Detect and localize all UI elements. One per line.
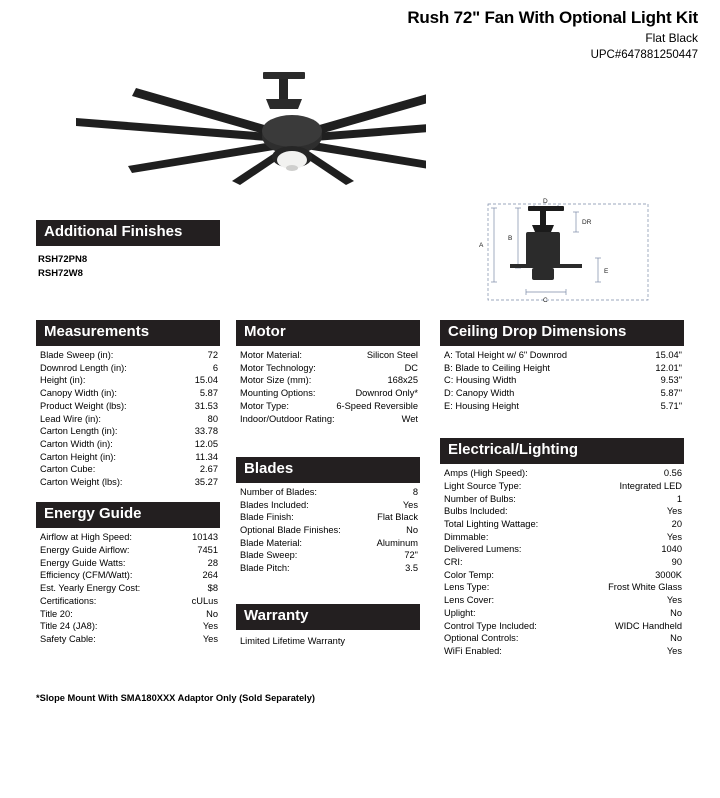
table-row: Lens Type: Frost White Glass <box>444 582 682 593</box>
diagram-label-b: B <box>508 235 513 242</box>
table-row: Color Temp: 3000K <box>444 569 682 580</box>
product-header <box>407 8 698 61</box>
ceiling-drop-heading: Ceiling Drop Dimensions <box>440 320 684 346</box>
table-row: Blade Finish: Flat Black <box>240 512 418 523</box>
table-row: Bulbs Included: Yes <box>444 506 682 517</box>
additional-finishes-section <box>36 220 220 282</box>
warranty-section <box>236 604 420 646</box>
diagram-label-e: E <box>604 268 609 275</box>
additional-finishes-list <box>36 253 220 282</box>
column-middle <box>236 320 420 660</box>
table-row: Energy Guide Watts: 28 <box>40 557 218 568</box>
table-row: B: Blade to Ceiling Height 12.01" <box>444 362 682 373</box>
table-row: Est. Yearly Energy Cost: $8 <box>40 583 218 594</box>
energy-guide-heading: Energy Guide <box>36 502 220 528</box>
electrical-table <box>440 467 684 657</box>
table-row: Dimmable: Yes <box>444 531 682 542</box>
blades-table <box>236 486 420 575</box>
table-row: Blades Included: Yes <box>240 499 418 510</box>
table-row: Carton Width (in): 12.05 <box>40 438 218 449</box>
measurements-table <box>36 349 220 489</box>
list-item: RSH72W8 <box>38 268 83 280</box>
diagram-label-dr: DR <box>582 219 592 226</box>
warranty-text: Limited Lifetime Warranty <box>240 636 346 647</box>
table-row: D: Canopy Width 5.87" <box>444 388 682 399</box>
table-row: A: Total Height w/ 6" Downrod 15.04" <box>444 350 682 361</box>
ceiling-fan-product-photo <box>36 30 426 190</box>
table-row: Certifications: cULus <box>40 595 218 606</box>
blades-section <box>236 457 420 575</box>
diagram-label-d: D <box>543 198 548 205</box>
table-row: Optional Controls: No <box>444 633 682 644</box>
table-row: C: Housing Width 9.53" <box>444 375 682 386</box>
table-row: CRI: 90 <box>444 557 682 568</box>
table-row: Title 24 (JA8): Yes <box>40 621 218 632</box>
diagram-label-a: A <box>479 242 484 249</box>
energy-guide-section <box>36 502 220 645</box>
table-row: Indoor/Outdoor Rating: Wet <box>240 413 418 424</box>
table-row: Efficiency (CFM/Watt): 264 <box>40 570 218 581</box>
table-row: Title 20: No <box>40 608 218 619</box>
table-row: Blade Sweep (in): 72 <box>40 350 218 361</box>
additional-finishes-heading: Additional Finishes <box>36 220 220 246</box>
table-row: Carton Weight (lbs): 35.27 <box>40 476 218 487</box>
motor-heading: Motor <box>236 320 420 346</box>
energy-guide-table <box>36 531 220 645</box>
table-row: Mounting Options: Downrod Only* <box>240 388 418 399</box>
diagram-label-c: C <box>543 297 548 304</box>
table-row: Canopy Width (in): 5.87 <box>40 388 218 399</box>
table-row: Optional Blade Finishes: No <box>240 525 418 536</box>
dimension-diagram-svg <box>470 198 675 308</box>
motor-section <box>236 320 420 425</box>
table-row: Height (in): 15.04 <box>40 375 218 386</box>
table-row: Safety Cable: Yes <box>40 633 218 644</box>
measurements-heading: Measurements <box>36 320 220 346</box>
table-row: WiFi Enabled: Yes <box>444 645 682 656</box>
table-row: Downrod Length (in): 6 <box>40 362 218 373</box>
table-row: Amps (High Speed): 0.56 <box>444 468 682 479</box>
ceiling-drop-dimension-diagram <box>470 198 675 308</box>
motor-table <box>236 349 420 425</box>
table-row: Number of Bulbs: 1 <box>444 493 682 504</box>
table-row: Blade Sweep: 72" <box>240 550 418 561</box>
table-row: Uplight: No <box>444 607 682 618</box>
table-row: Product Weight (lbs): 31.53 <box>40 400 218 411</box>
table-row: Delivered Lumens: 1040 <box>444 544 682 555</box>
table-row: Motor Type: 6-Speed Reversible <box>240 400 418 411</box>
table-row: Total Lighting Wattage: 20 <box>444 519 682 530</box>
table-row: Lens Cover: Yes <box>444 595 682 606</box>
product-finish-name: Flat Black <box>645 31 698 45</box>
table-row: Blade Pitch: 3.5 <box>240 563 418 574</box>
table-row: Control Type Included: WIDC Handheld <box>444 620 682 631</box>
blades-heading: Blades <box>236 457 420 483</box>
table-row: Lead Wire (in): 80 <box>40 413 218 424</box>
table-row: Blade Material: Aluminum <box>240 537 418 548</box>
list-item: RSH72PN8 <box>38 253 88 265</box>
table-row: Airflow at High Speed: 10143 <box>40 532 218 543</box>
warranty-heading: Warranty <box>236 604 420 630</box>
table-row: Motor Technology: DC <box>240 362 418 373</box>
column-left <box>36 320 220 659</box>
ceiling-drop-table <box>440 349 684 412</box>
table-row: Motor Material: Silicon Steel <box>240 350 418 361</box>
table-row: Light Source Type: Integrated LED <box>444 480 682 491</box>
footnote: *Slope Mount With SMA180XXX Adaptor Only (Sold Separately) <box>36 693 316 703</box>
ceiling-drop-section <box>440 320 684 412</box>
table-row: Carton Cube: 2.67 <box>40 464 218 475</box>
electrical-section <box>440 438 684 657</box>
table-row: Number of Blades: 8 <box>240 486 418 497</box>
fan-illustration <box>36 30 426 190</box>
table-row: Motor Size (mm): 168x25 <box>240 375 418 386</box>
measurements-section <box>36 320 220 488</box>
table-row: Carton Length (in): 33.78 <box>40 426 218 437</box>
product-upc: UPC#647881250447 <box>590 49 698 61</box>
page-title: Rush 72" Fan With Optional Light Kit <box>407 8 698 27</box>
column-right <box>440 320 684 671</box>
table-row: Carton Height (in): 11.34 <box>40 451 218 462</box>
electrical-heading: Electrical/Lighting <box>440 438 684 464</box>
table-row: Energy Guide Airflow: 7451 <box>40 545 218 556</box>
table-row: E: Housing Height 5.71" <box>444 400 682 411</box>
